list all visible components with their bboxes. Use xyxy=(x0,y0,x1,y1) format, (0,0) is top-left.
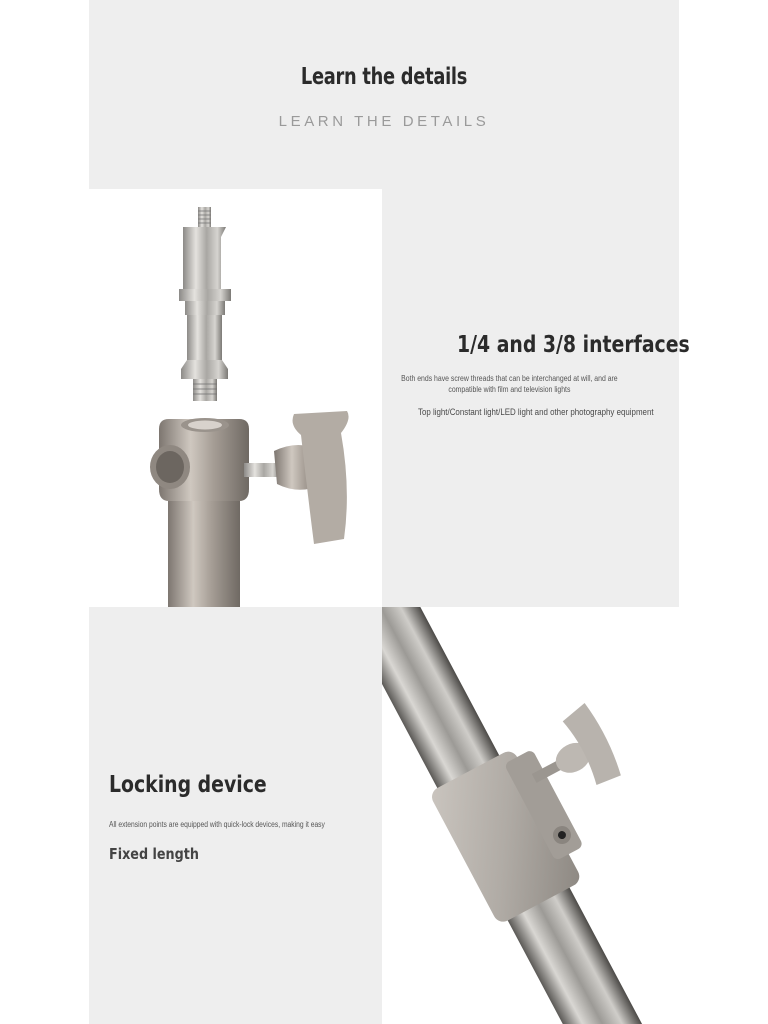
feature-description-locking: All extension points are equipped with quick-lock devices, making it easy xyxy=(109,820,325,829)
spigot-adapter-illustration xyxy=(89,189,382,607)
section-subheading: LEARN THE DETAILS xyxy=(278,113,490,130)
feature-note-compatibility: Top light/Constant light/LED light and other photography equipment xyxy=(418,407,654,417)
feature-title-locking: Locking device xyxy=(109,772,267,798)
feature-note-fixed-length: Fixed length xyxy=(109,845,199,863)
feature-title-interfaces: 1/4 and 3/8 interfaces xyxy=(457,332,690,358)
quick-lock-clamp-image xyxy=(382,607,679,1024)
feature-description-interfaces: Both ends have screw threads that can be interchanged at will, and are compatible with film and television lights xyxy=(401,374,618,394)
section-heading: Learn the details xyxy=(300,64,468,90)
quick-lock-clamp-illustration xyxy=(382,607,679,1024)
spigot-adapter-image xyxy=(89,189,382,607)
detail-panel xyxy=(89,0,690,1024)
